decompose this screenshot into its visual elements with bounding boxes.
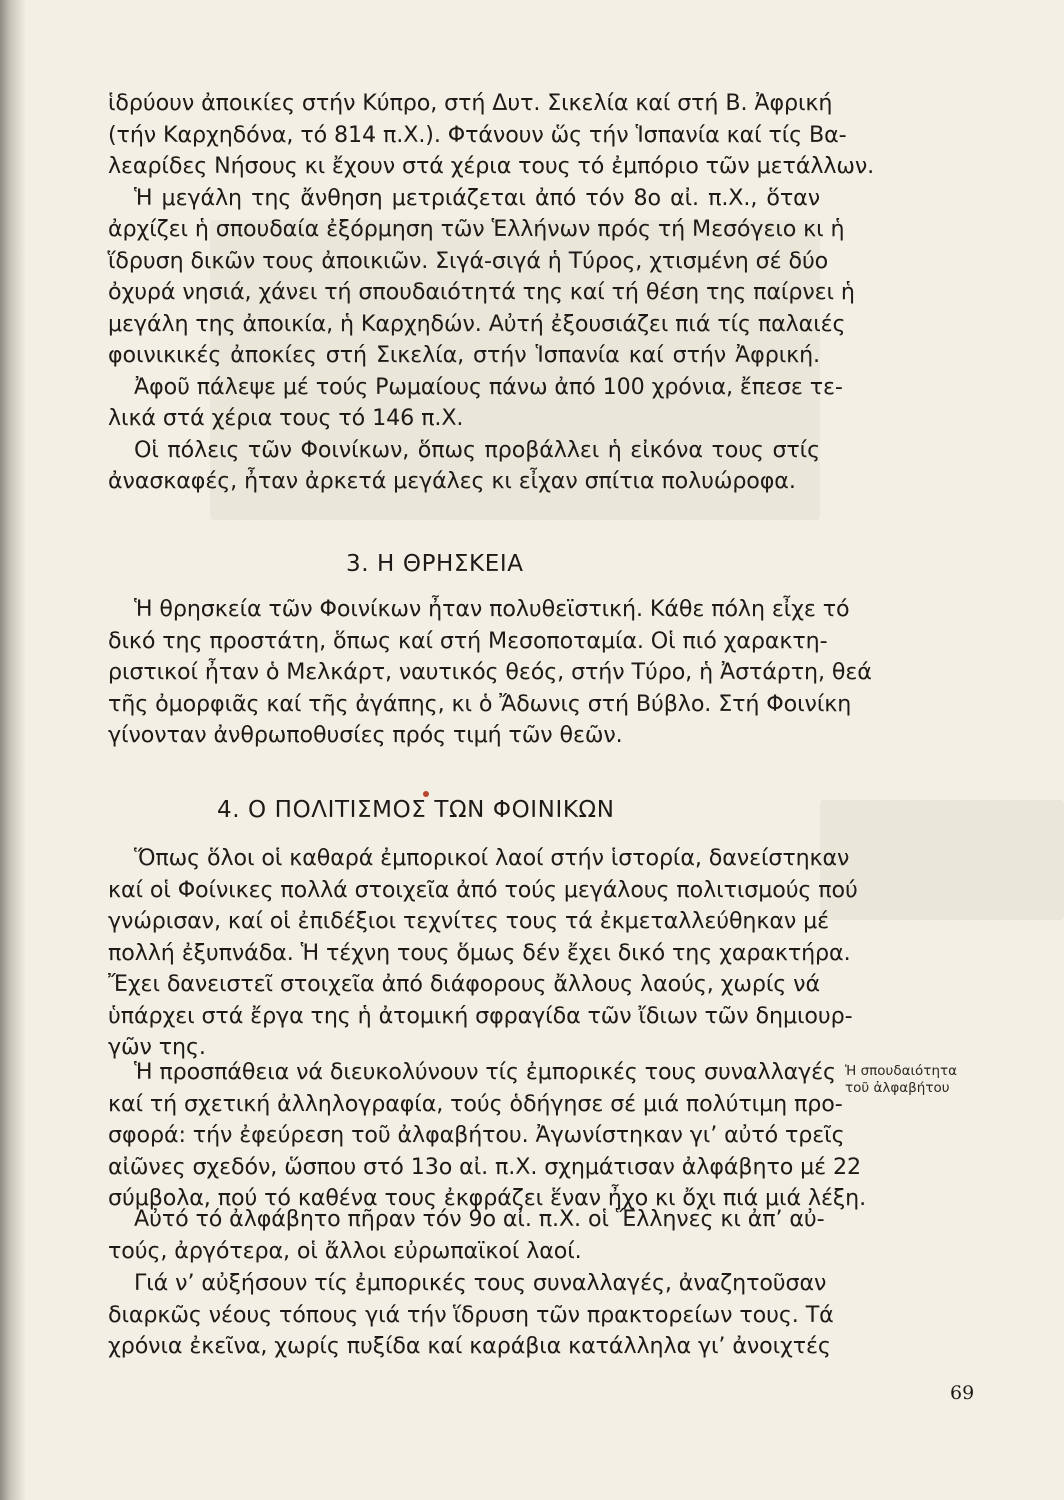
text-line: γῶν της.: [108, 1034, 206, 1060]
text-line: Ἡ θρησκεία τῶν Φοινίκων ἦταν πολυθεϊστική. Κάθε πόλη εἶχε τό: [134, 596, 850, 622]
text-line: τούς, ἀργότερα, οἱ ἄλλοι εὐρωπαϊκοί λαοί.: [108, 1237, 582, 1264]
page-number: 69: [950, 1382, 975, 1404]
text-line: ἀνασκαφές, ἦταν ἀρκετά μεγάλες κι εἶχαν σπίτια πολυώροφα.: [108, 468, 796, 494]
margin-note-line: τοῦ ἀλφαβήτου: [845, 1080, 950, 1096]
text-line: Γιά ν’ αὐξήσουν τίς ἐμπορικές τους συναλλαγές, ἀναζητοῦσαν: [134, 1270, 827, 1296]
text-line: Αὐτό τό ἀλφάβητο πῆραν τόν 9ο αἰ. π.Χ. οἱ Ἕλληνες κι ἀπ’ αὐ-: [134, 1206, 825, 1232]
text-line: μεγάλη της ἀποικία, ἡ Καρχηδών. Αὐτή ἐξουσιάζει πιά τίς παλαιές: [108, 310, 846, 337]
margin-note: [845, 1063, 1005, 1097]
text-line: Ὅπως ὅλοι οἱ καθαρά ἐμπορικοί λαοί στήν ἱστορία, δανείστηκαν: [134, 845, 850, 871]
section-3-heading: 3. Η ΘΡΗΣΚΕΙΑ: [346, 551, 524, 577]
text-line: δικό της προστάτη, ὅπως καί στή Μεσοποταμία. Οἱ πιό χαρακτη-: [108, 627, 828, 654]
text-line: ἱδρύουν ἀποικίες στήν Κύπρο, στή Δυτ. Σικελία καί στή Β. Ἀφρική: [108, 90, 833, 116]
text-line: λικά στά χέρια τους τό 146 π.Χ.: [108, 405, 464, 431]
text-line: ἵδρυση δικῶν τους ἀποικιῶν. Σιγά-σιγά ἡ Τύρος, χτισμένη σέ δύο: [108, 247, 829, 274]
text-line: σύμβολα, πού τό καθένα τους ἐκφράζει ἕναν ἦχο κι ὄχι πιά μιά λέξη.: [108, 1185, 867, 1211]
text-line: καί οἱ Φοίνικες πολλά στοιχεῖα ἀπό τούς μεγάλους πολιτισμούς πού: [108, 876, 858, 903]
section-4-paragraph-4: [108, 1268, 834, 1363]
text-line: γίνονταν ἀνθρωποθυσίες πρός τιμή τῶν θεῶν.: [108, 722, 623, 748]
text-line: ὑπάρχει στά ἔργα της ἡ ἀτομική σφραγίδα τῶν ἴδιων τῶν δημιουρ-: [108, 1002, 853, 1029]
text-line: Ἡ μεγάλη της ἄνθηση μετριάζεται ἀπό τόν 8ο αἰ. π.Χ., ὅταν: [134, 184, 820, 211]
text-line: Ἀφοῦ πάλεψε μέ τούς Ρωμαίους πάνω ἀπό 100 χρόνια, ἔπεσε τε-: [134, 373, 843, 400]
section-4-heading: 4. Ο ΠΟΛΙΤΙΣΜΟΣ ΤΩΝ ΦΟΙΝΙΚΩΝ: [217, 797, 615, 823]
section-4-paragraph-3: [108, 1204, 825, 1267]
text-line: ἀρχίζει ἡ σπουδαία ἐξόρμηση τῶν Ἑλλήνων πρός τή Μεσόγειο κι ἡ: [108, 216, 845, 242]
text-line: Ἔχει δανειστεῖ στοιχεῖα ἀπό διάφορους ἄλλους λαούς, χωρίς νά: [108, 971, 820, 997]
text-line: καί τή σχετική ἀλληλογραφία, τούς ὁδήγησε σέ μιά πολύτιμη προ-: [108, 1090, 843, 1117]
text-line: λεαρίδες Νήσους κι ἔχουν στά χέρια τους τό ἐμπόριο τῶν μετάλλων.: [108, 153, 875, 179]
text-line: φοινικικές ἀποκίες στή Σικελία, στήν Ἱσπανία καί στήν Ἀφρική.: [108, 342, 820, 368]
text-line: αἰῶνες σχεδόν, ὥσπου στό 13ο αἰ. π.Χ. σχημάτισαν ἀλφάβητο μέ 22: [108, 1153, 862, 1180]
text-line: ριστικοί ἦταν ὁ Μελκάρτ, ναυτικός θεός, στήν Τύρο, ἡ Ἀστάρτη, θεά: [108, 659, 872, 685]
intro-text: [108, 88, 875, 498]
text-line: σφορά: τήν ἐφεύρεση τοῦ ἀλφαβήτου. Ἀγωνίστηκαν γι’ αὐτό τρεῖς: [108, 1122, 845, 1148]
margin-note-line: Ἡ σπουδαιότητα: [845, 1063, 958, 1079]
section-3-text: [108, 594, 872, 752]
text-line: πολλή ἐξυπνάδα. Ἡ τέχνη τους ὅμως δέν ἔχει δικό της χαρακτήρα.: [108, 939, 851, 966]
text-line: χρόνια ἐκεῖνα, χωρίς πυξίδα καί καράβια κατάλληλα γι’ ἀνοιχτές: [108, 1333, 831, 1359]
text-line: ὀχυρά νησιά, χάνει τή σπουδαιότητά της καί τή θέση της παίρνει ἡ: [108, 279, 855, 305]
text-line: Ἡ προσπάθεια νά διευκολύνουν τίς ἐμπορικές τους συναλλαγές: [134, 1059, 836, 1085]
text-line: τῆς ὀμορφιᾶς καί τῆς ἀγάπης, κι ὁ Ἄδωνις στή Βύβλο. Στή Φοινίκη: [108, 690, 852, 717]
text-line: (τήν Καρχηδόνα, τό 814 π.Χ.). Φτάνουν ὥς τήν Ἱσπανία καί τίς Βα-: [108, 121, 847, 148]
text-line: διαρκῶς νέους τόπους γιά τήν ἵδρυση τῶν πρακτορείων τους. Τά: [108, 1301, 834, 1328]
page-binding-edge: [0, 0, 26, 1500]
text-line: γνώρισαν, καί οἱ ἐπιδέξιοι τεχνίτες τους τά ἐκμεταλλεύθηκαν μέ: [108, 908, 830, 934]
text-line: Οἱ πόλεις τῶν Φοινίκων, ὅπως προβάλλει ἡ εἰκόνα τους στίς: [134, 436, 820, 463]
section-4-paragraph-2: [108, 1057, 867, 1215]
section-4-paragraph-1: [108, 843, 858, 1064]
